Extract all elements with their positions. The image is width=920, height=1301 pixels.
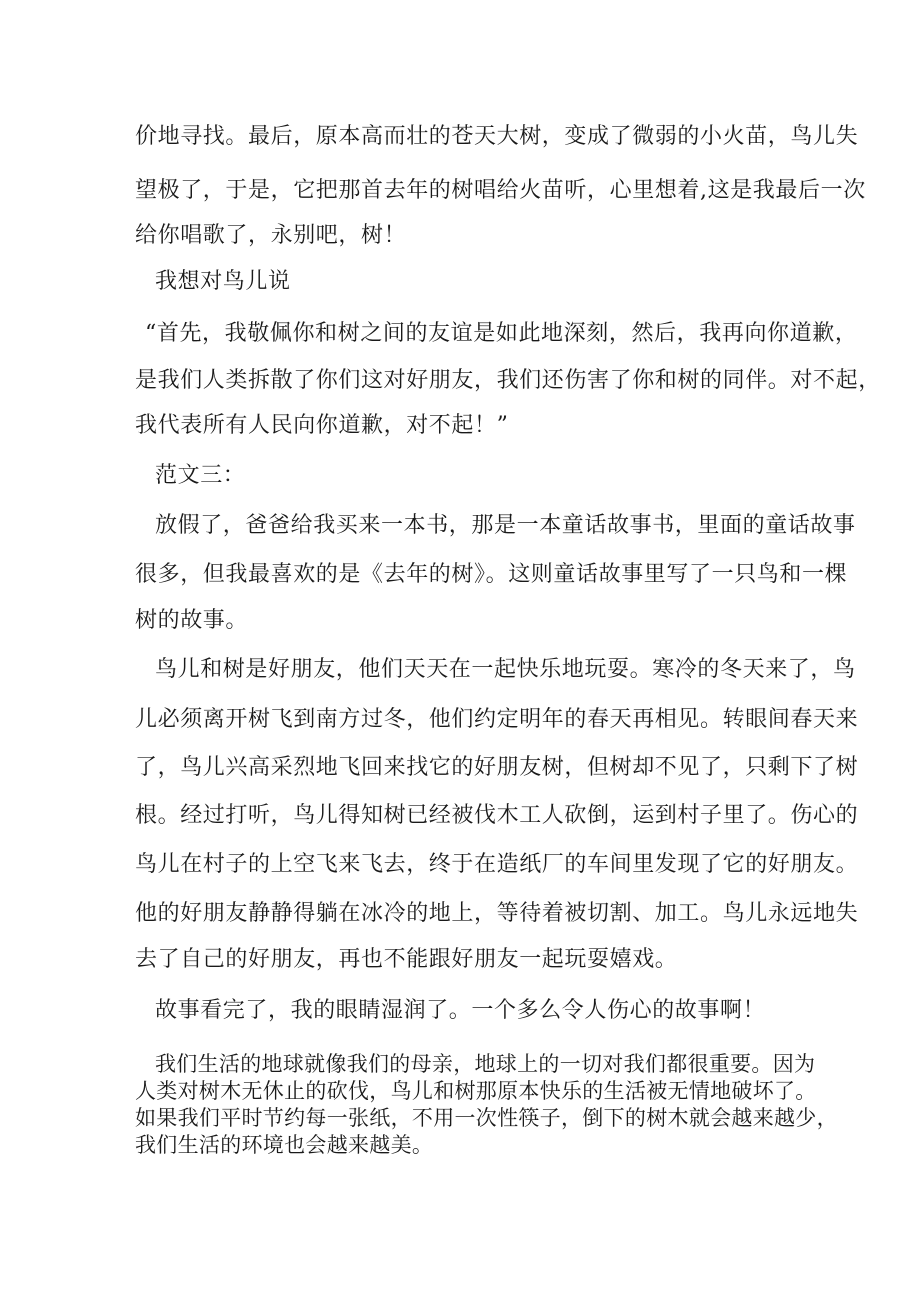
paragraph-6-line-5: 鸟儿在村子的上空飞来飞去，终于在造纸厂的车间里发现了它的好朋友。 [135,852,859,877]
paragraph-1-line-1: 价地寻找。最后，原本高而壮的苍天大树，变成了微弱的小火苗，鸟儿失 [135,124,859,149]
paragraph-7-line-1: 故事看完了，我的眼睛湿润了。一个多么令人伤心的故事啊！ [155,998,766,1023]
paragraph-1-line-3: 给你唱歌了，永别吧，树！ [135,223,407,248]
paragraph-5-line-3: 树的故事。 [135,608,249,633]
paragraph-2-line-1: 我想对鸟儿说 [155,269,291,294]
paragraph-6-line-1: 鸟儿和树是好朋友，他们天天在一起快乐地玩耍。寒冷的冬天来了，鸟 [155,657,856,682]
paragraph-1-line-2: 望极了，于是，它把那首去年的树唱给火苗听，心里想着,这是我最后一次 [135,178,866,203]
paragraph-3-line-3: 我代表所有人民向你道歉，对不起！” [135,413,509,438]
paragraph-6-line-3: 了，鸟儿兴高采烈地飞回来找它的好朋友树，但树却不见了，只剩下了树 [135,755,859,780]
paragraph-6-line-2: 儿必须离开树飞到南方过冬，他们约定明年的春天再相见。转眼间春天来 [135,707,859,732]
paragraph-5-line-1: 放假了，爸爸给我买来一本书，那是一本童话故事书，里面的童话故事 [155,513,856,538]
paragraph-3-line-2: 是我们人类拆散了你们这对好朋友，我们还伤害了你和树的同伴。对不起， [135,368,881,393]
paragraph-3-line-1: “首先，我敬佩你和树之间的友谊是如此地深刻，然后，我再向你道歉， [145,321,858,346]
paragraph-6-line-4: 根。经过打听，鸟儿得知树已经被伐木工人砍倒，运到村子里了。伤心的 [135,803,859,828]
paragraph-6-line-6: 他的好朋友静静得躺在冰冷的地上，等待着被切割、加工。鸟儿永远地失 [135,901,859,926]
paragraph-4-line-1: 范文三： [155,463,246,488]
paragraph-8-line-4: 我们生活的环境也会越来越美。 [135,1133,434,1157]
paragraph-5-line-2: 很多，但我最喜欢的是《去年的树》。这则童话故事里写了一只鸟和一棵 [135,562,848,587]
paragraph-6-line-7: 去了自己的好朋友，再也不能跟好朋友一起玩耍嬉戏。 [135,947,678,972]
paragraph-8-line-2: 人类对树木无休止的砍伐，鸟儿和树那原本快乐的生活被无情地破坏了。 [135,1079,817,1103]
paragraph-8-line-1: 我们生活的地球就像我们的母亲，地球上的一切对我们都很重要。因为 [155,1052,816,1076]
paragraph-8-line-3: 如果我们平时节约每一张纸，不用一次性筷子，倒下的树木就会越来越少， [135,1106,838,1130]
